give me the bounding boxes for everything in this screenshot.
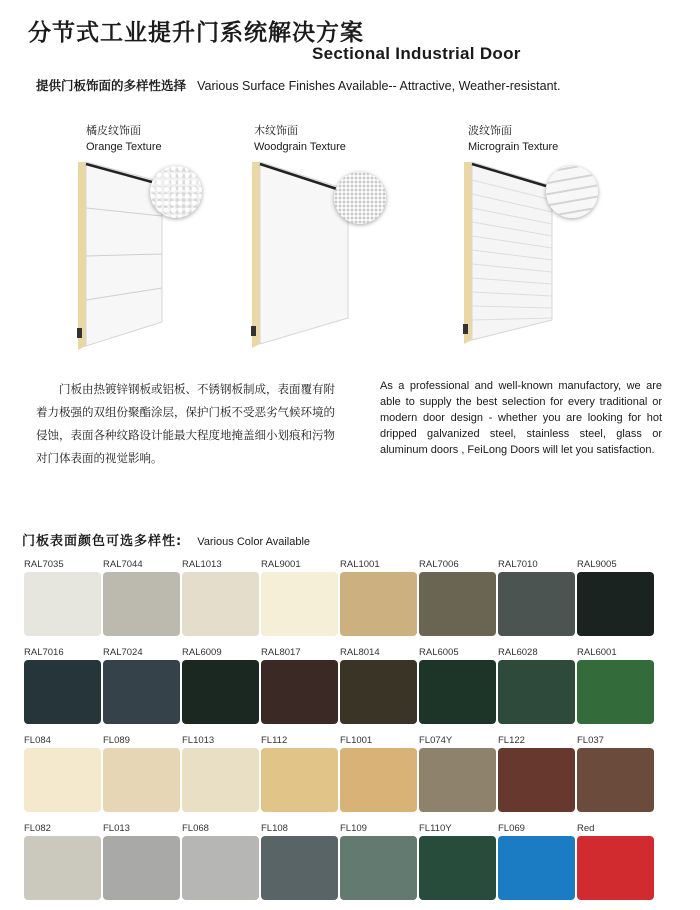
color-sample (498, 572, 575, 636)
color-swatch (340, 822, 417, 900)
color-sample (340, 572, 417, 636)
color-swatch (261, 822, 338, 900)
color-sample (182, 748, 259, 812)
woodgrain-texture-closeup (334, 172, 386, 224)
color-swatch (577, 646, 654, 724)
color-code-label: RAL8017 (261, 647, 301, 658)
color-swatch-grid (24, 558, 658, 910)
color-sample (261, 660, 338, 724)
color-swatch (24, 558, 101, 636)
color-swatch (261, 558, 338, 636)
color-code-label: RAL9001 (261, 559, 301, 570)
color-swatch (498, 734, 575, 812)
color-code-label: FL068 (182, 823, 209, 834)
color-sample (577, 836, 654, 900)
color-swatch (577, 558, 654, 636)
color-sample (340, 836, 417, 900)
color-sample (24, 572, 101, 636)
color-swatch (24, 822, 101, 900)
color-swatch (103, 734, 180, 812)
color-swatch-row (24, 734, 658, 822)
color-swatch (498, 822, 575, 900)
color-code-label: FL122 (498, 735, 525, 746)
color-swatch (182, 558, 259, 636)
color-code-label: FL109 (340, 823, 367, 834)
colors-heading (22, 530, 310, 549)
color-code-label: FL108 (261, 823, 288, 834)
page-title-cn: 分节式工业提升门系统解决方案 (28, 20, 364, 46)
color-code-label: FL112 (261, 735, 288, 746)
color-code-label: RAL7016 (24, 647, 64, 658)
finishes-heading-cn: 提供门板饰面的多样性选择 (36, 78, 187, 93)
description-cn: 门板由热镀锌钢板或铝板、不锈钢板制成，表面覆有附着力极强的双组份聚酯涂层，保护门板不受恶劣气候环境的侵蚀，表面各种纹路设计能最大程度地掩盖细小划痕和污物对门体表面的视觉影响。 (36, 382, 335, 465)
color-swatch (182, 734, 259, 812)
color-swatch (261, 646, 338, 724)
micrograin-texture-closeup (546, 166, 598, 218)
color-sample (24, 660, 101, 724)
color-swatch-row (24, 822, 658, 910)
color-swatch (103, 646, 180, 724)
color-sample (261, 572, 338, 636)
texture-label-woodgrain (254, 122, 346, 156)
texture-label-cn: 橘皮纹饰面 (86, 124, 141, 137)
colors-heading-en: Various Color Available (197, 536, 311, 548)
color-code-label: FL074Y (419, 735, 453, 746)
color-swatch (498, 558, 575, 636)
color-sample (340, 748, 417, 812)
color-sample (577, 660, 654, 724)
color-code-label: RAL9005 (577, 559, 617, 570)
color-sample (103, 836, 180, 900)
color-sample (103, 748, 180, 812)
colors-heading-cn: 门板表面颜色可选多样性: (22, 534, 183, 549)
color-swatch (419, 646, 496, 724)
color-code-label: FL1001 (340, 735, 373, 746)
color-code-label: FL089 (103, 735, 130, 746)
color-code-label: FL082 (24, 823, 51, 834)
texture-label-micrograin (468, 122, 558, 156)
color-code-label: RAL8014 (340, 647, 380, 658)
color-code-label: RAL6028 (498, 647, 538, 658)
color-code-label: RAL6009 (182, 647, 222, 658)
color-swatch (182, 646, 259, 724)
finishes-heading (36, 75, 560, 94)
color-code-label: FL037 (577, 735, 604, 746)
color-sample (261, 748, 338, 812)
color-code-label: RAL7044 (103, 559, 143, 570)
color-swatch (340, 646, 417, 724)
color-swatch (340, 734, 417, 812)
color-sample (419, 660, 496, 724)
color-code-label: FL069 (498, 823, 525, 834)
texture-label-en: Orange Texture (86, 141, 162, 153)
orange-texture-closeup (150, 166, 202, 218)
color-swatch-row (24, 558, 658, 646)
color-sample (24, 836, 101, 900)
color-sample (340, 660, 417, 724)
color-swatch (103, 558, 180, 636)
color-swatch (419, 734, 496, 812)
color-swatch (24, 734, 101, 812)
color-swatch (419, 558, 496, 636)
color-code-label: RAL1013 (182, 559, 222, 570)
finishes-heading-en: Various Surface Finishes Available-- Attractive, Weather-resistant. (197, 79, 561, 93)
color-code-label: FL110Y (419, 823, 452, 834)
color-swatch (577, 734, 654, 812)
color-sample (182, 660, 259, 724)
color-swatch (498, 646, 575, 724)
color-code-label: RAL7006 (419, 559, 459, 570)
color-swatch (419, 822, 496, 900)
texture-label-orange (86, 122, 162, 156)
color-sample (498, 660, 575, 724)
color-swatch (24, 646, 101, 724)
color-code-label: RAL6001 (577, 647, 617, 658)
color-sample (182, 836, 259, 900)
color-sample (103, 660, 180, 724)
color-sample (103, 572, 180, 636)
color-swatch (577, 822, 654, 900)
color-sample (182, 572, 259, 636)
color-swatch (340, 558, 417, 636)
color-code-label: RAL7010 (498, 559, 538, 570)
color-sample (419, 572, 496, 636)
color-sample (419, 836, 496, 900)
texture-label-cn: 波纹饰面 (468, 124, 512, 137)
texture-label-en: Woodgrain Texture (254, 141, 346, 153)
color-code-label: FL084 (24, 735, 51, 746)
color-swatch (261, 734, 338, 812)
color-code-label: RAL7035 (24, 559, 64, 570)
color-code-label: RAL7024 (103, 647, 143, 658)
color-code-label: RAL1001 (340, 559, 380, 570)
color-code-label: FL1013 (182, 735, 215, 746)
texture-label-en: Micrograin Texture (468, 141, 559, 153)
color-sample (577, 748, 654, 812)
color-swatch (103, 822, 180, 900)
color-sample (498, 836, 575, 900)
color-code-label: FL013 (103, 823, 130, 834)
color-code-label: RAL6005 (419, 647, 459, 658)
page-title-en: Sectional Industrial Door (312, 44, 521, 63)
description-en: As a professional and well-known manufactory, we are able to supply the best selection for every traditional or modern door design - whether you are looking for hot dripped galvanized steel, stainless steel, glass or aluminum doors , FeiLong Doors will let you satisfaction. (380, 380, 662, 456)
color-sample (419, 748, 496, 812)
color-sample (577, 572, 654, 636)
color-sample (498, 748, 575, 812)
color-sample (24, 748, 101, 812)
color-sample (261, 836, 338, 900)
color-swatch-row (24, 646, 658, 734)
color-swatch (182, 822, 259, 900)
texture-label-cn: 木纹饰面 (254, 124, 298, 137)
color-code-label: Red (577, 823, 595, 834)
